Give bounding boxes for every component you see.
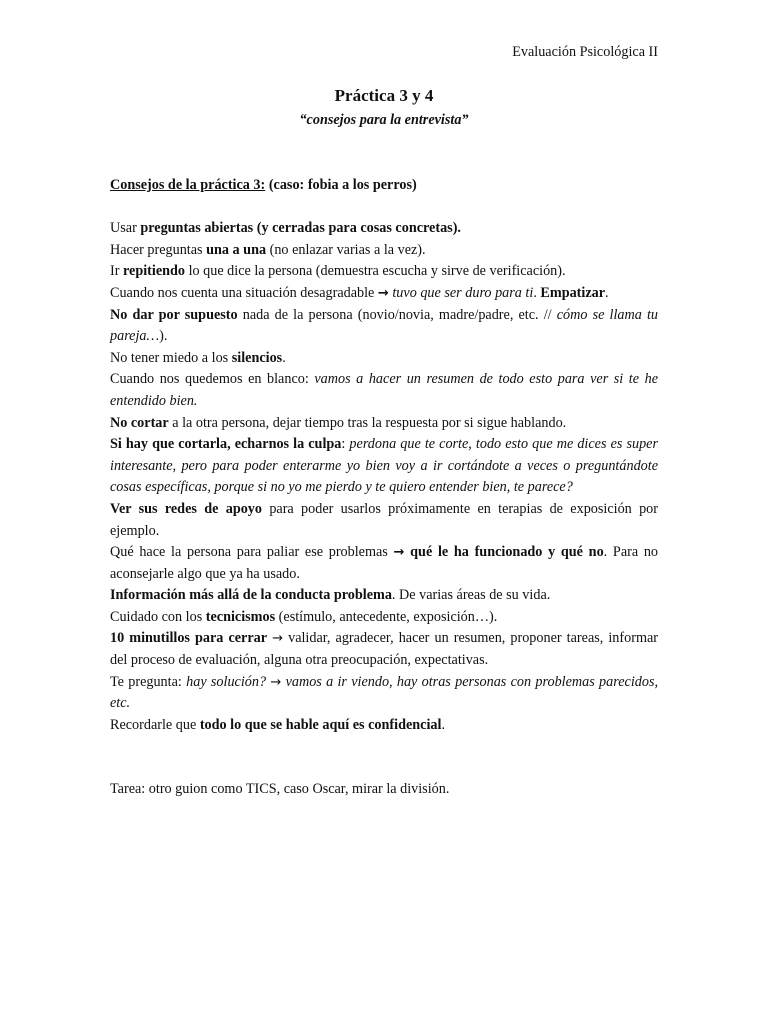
document-body	[110, 175, 658, 801]
tip-closing: 10 minutillos para cerrar → validar, agradecer, hacer un resumen, proponer tareas, informar del proceso de evaluación, alguna otra preocupación, expectativas.	[110, 630, 659, 669]
tip-solution-question: Te pregunta: hay solución? → vamos a ir viendo, hay otras personas con problemas parecidos, etc.	[110, 673, 659, 712]
course-header: Evaluación Psicológica II	[512, 44, 658, 60]
arrow-right-icon: →	[377, 285, 389, 301]
tip-no-interrupt: No cortar a la otra persona, dejar tiempo tras la respuesta por si sigue hablando.	[110, 414, 567, 431]
tip-blank-mind: Cuando nos quedemos en blanco: vamos a hacer un resumen de todo esto para ver si te he entendido bien.	[110, 371, 658, 409]
tip-silences: No tener miedo a los silencios.	[110, 349, 286, 366]
arrow-right-icon: →	[270, 674, 282, 690]
tip-support-networks: Ver sus redes de apoyo para poder usarlos próximamente en terapias de exposición por ejemplo.	[110, 500, 658, 539]
arrow-right-icon: →	[393, 545, 405, 561]
tip-what-worked: Qué hace la persona para paliar ese problemas → qué le ha funcionado y qué no. Para no aconsejarle algo que ya ha usado.	[110, 544, 659, 582]
tip-confidential: Recordarle que todo lo que se hable aquí es confidencial.	[110, 716, 445, 733]
tip-no-assumptions: No dar por supuesto nada de la persona (novio/novia, madre/padre, etc. // cómo se llama tu pareja…).	[110, 306, 658, 345]
tip-open-questions: Usar preguntas abiertas (y cerradas para cosas concretas).	[110, 220, 461, 237]
tip-technicisms: Cuidado con los tecnicismos (estímulo, antecedente, exposición…).	[110, 608, 498, 625]
homework-note: Tarea: otro guion como TICS, caso Oscar, mirar la división.	[110, 781, 450, 798]
tip-one-by-one: Hacer preguntas una a una (no enlazar varias a la vez).	[110, 241, 426, 258]
tip-beyond-problem: Información más allá de la conducta problema. De varias áreas de su vida.	[110, 587, 551, 604]
document-subtitle: “consejos para la entrevista”	[299, 112, 469, 128]
document-title: Práctica 3 y 4	[334, 86, 434, 105]
tip-blame-ourselves: Si hay que cortarla, echarnos la culpa: perdona que te corte, todo esto que me dices es super interesante, pero para poder enterarme yo bien voy a ir cortándote a veces o preguntándote cosas específicas, porque si no yo me pierdo y te quiero entender bien, te parece?	[110, 436, 658, 496]
tip-empathize: Cuando nos cuenta una situación desagradable → tuvo que ser duro para ti. Empatizar.	[110, 284, 609, 301]
arrow-right-icon: →	[272, 631, 284, 647]
tip-repeat: Ir repitiendo lo que dice la persona (demuestra escucha y sirve de verificación).	[110, 263, 566, 280]
section-heading: Consejos de la práctica 3: (caso: fobia a los perros)	[110, 177, 417, 193]
